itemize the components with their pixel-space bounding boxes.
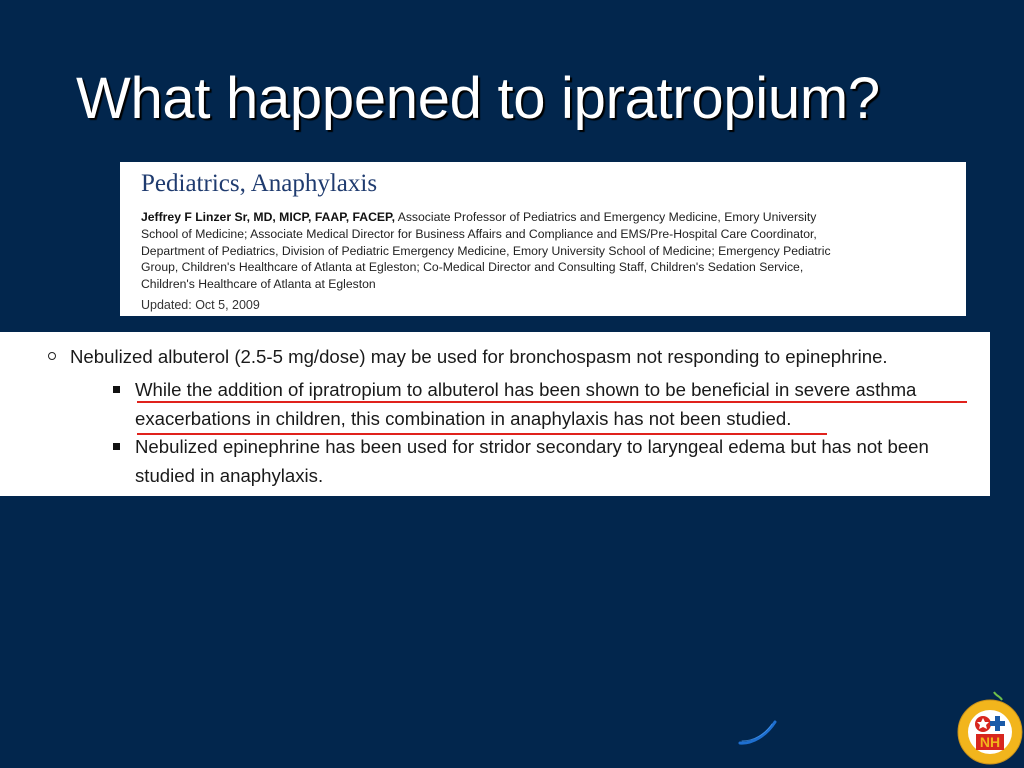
- hollow-bullet-icon: [48, 352, 56, 360]
- author-line: School of Medicine; Associate Medical Director for Business Affairs and Compliance and EMS/Pre-Hospital Care Coordinator,: [141, 226, 817, 241]
- updated-date: Updated: Oct 5, 2009: [141, 297, 260, 312]
- author-line: [141, 209, 946, 226]
- square-bullet-icon: [113, 443, 120, 450]
- article-title: Pediatrics, Anaphylaxis: [141, 170, 378, 197]
- red-underline: [137, 401, 967, 403]
- bullet1-line2: exacerbations in children, this combination in anaphylaxis has not been studied.: [135, 408, 792, 429]
- bullet2-line1: Nebulized epinephrine has been used for stridor secondary to laryngeal edema but has not been: [135, 436, 929, 457]
- author-line: Department of Pediatrics, Division of Pediatric Emergency Medicine, Emory University School of Medicine; Emergency Pediatric: [141, 243, 831, 258]
- square-bullet-icon: [113, 386, 120, 393]
- author-block: [141, 209, 946, 293]
- logo-nh-text: NH: [979, 734, 1001, 750]
- level1-bullet-text: Nebulized albuterol (2.5-5 mg/dose) may be used for bronchospasm not responding to epinephrine.: [70, 346, 888, 367]
- author-name: Jeffrey F Linzer Sr, MD, MICP, FAAP, FACEP,: [141, 210, 395, 224]
- bullet2-line2: studied in anaphylaxis.: [135, 465, 324, 486]
- article-header-excerpt: [120, 162, 966, 316]
- article-body-excerpt: [0, 332, 990, 496]
- author-line: Group, Children's Healthcare of Atlanta at Egleston; Co-Medical Director and Consulting Staff, Children's Sedation Service,: [141, 260, 804, 275]
- bullet1-line1: While the addition of ipratropium to albuterol has been shown to be beneficial in severe asthma: [135, 379, 917, 400]
- nh-fire-ems-logo: [950, 690, 1024, 768]
- slide-title: What happened to ipratropium?: [76, 66, 880, 131]
- swoosh-decoration-icon: [738, 716, 780, 746]
- author-line: Children's Healthcare of Atlanta at Egleston: [141, 277, 376, 292]
- author-affiliation-text: Associate Professor of Pediatrics and Emergency Medicine, Emory University: [394, 210, 817, 224]
